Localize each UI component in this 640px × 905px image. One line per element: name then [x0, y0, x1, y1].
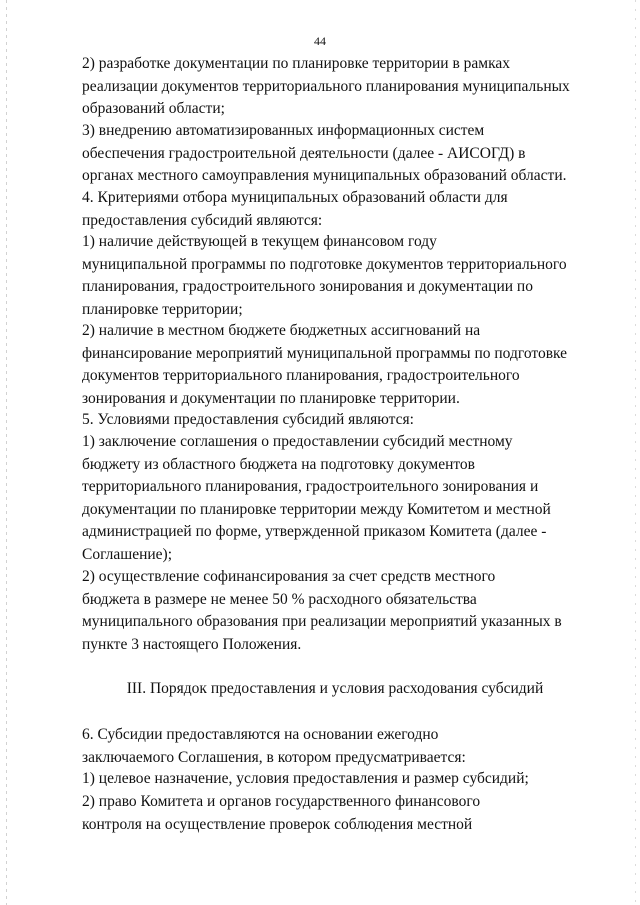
paragraph-provision-1: 1) целевое назначение, условия предоставления и размер субсидий;	[82, 770, 529, 787]
paragraph-criterion-1: 1) наличие действующей в текущем финансовом году муниципальной программы по подготовке документов территориального планирования, градостроительного зонирования и документации по планировке территории;	[82, 233, 567, 318]
paragraph-2-development: 2) разработке документации по планировке территории в рамках реализации документов территориального планирования муниципальных образований области;	[82, 55, 570, 117]
page-number: 44	[314, 34, 326, 48]
paragraph-condition-1: 1) заключение соглашения о предоставлении субсидий местному бюджету из областного бюджета на подготовку документов территориального планирования, градостроительного зонирования и документации по планировке территории между Комитетом и местной администрацией по форме, утвержденной приказом Комитета (далее - Соглашение);	[82, 433, 551, 563]
paragraph-5-conditions: 5. Условиями предоставления субсидий являются:	[82, 411, 414, 428]
paragraph-criterion-2: 2) наличие в местном бюджете бюджетных ассигнований на финансирование мероприятий муниципальной программы по подготовке документов территориального планирования, градостроительного зонирования и документации по планировке территории.	[82, 322, 568, 407]
scan-edge-left	[6, 0, 7, 905]
paragraph-condition-2: 2) осуществление софинансирования за счет средств местного бюджета в размере не менее 50 % расходного обязательства муниципального образования при реализации мероприятий указанных в пункте 3 настоящего Положения.	[82, 568, 562, 653]
scan-edge-right	[635, 0, 636, 905]
section-heading: III. Порядок предоставления и условия расходования субсидий	[126, 680, 544, 697]
paragraph-6-subsidies: 6. Субсидии предоставляются на основании ежегодно заключаемого Соглашения, в котором предусматривается:	[82, 726, 466, 766]
paragraph-3-implementation: 3) внедрению автоматизированных информационных систем обеспечения градостроительной деятельности (далее - АИСОГД) в органах местного самоуправления муниципальных образований области.	[82, 122, 567, 184]
paragraph-provision-2: 2) право Комитета и органов государственного финансового контроля на осуществление проверок соблюдения местной	[82, 793, 481, 833]
paragraph-4-selection-criteria: 4. Критериями отбора муниципальных образований области для предоставления субсидий являются:	[82, 189, 508, 229]
